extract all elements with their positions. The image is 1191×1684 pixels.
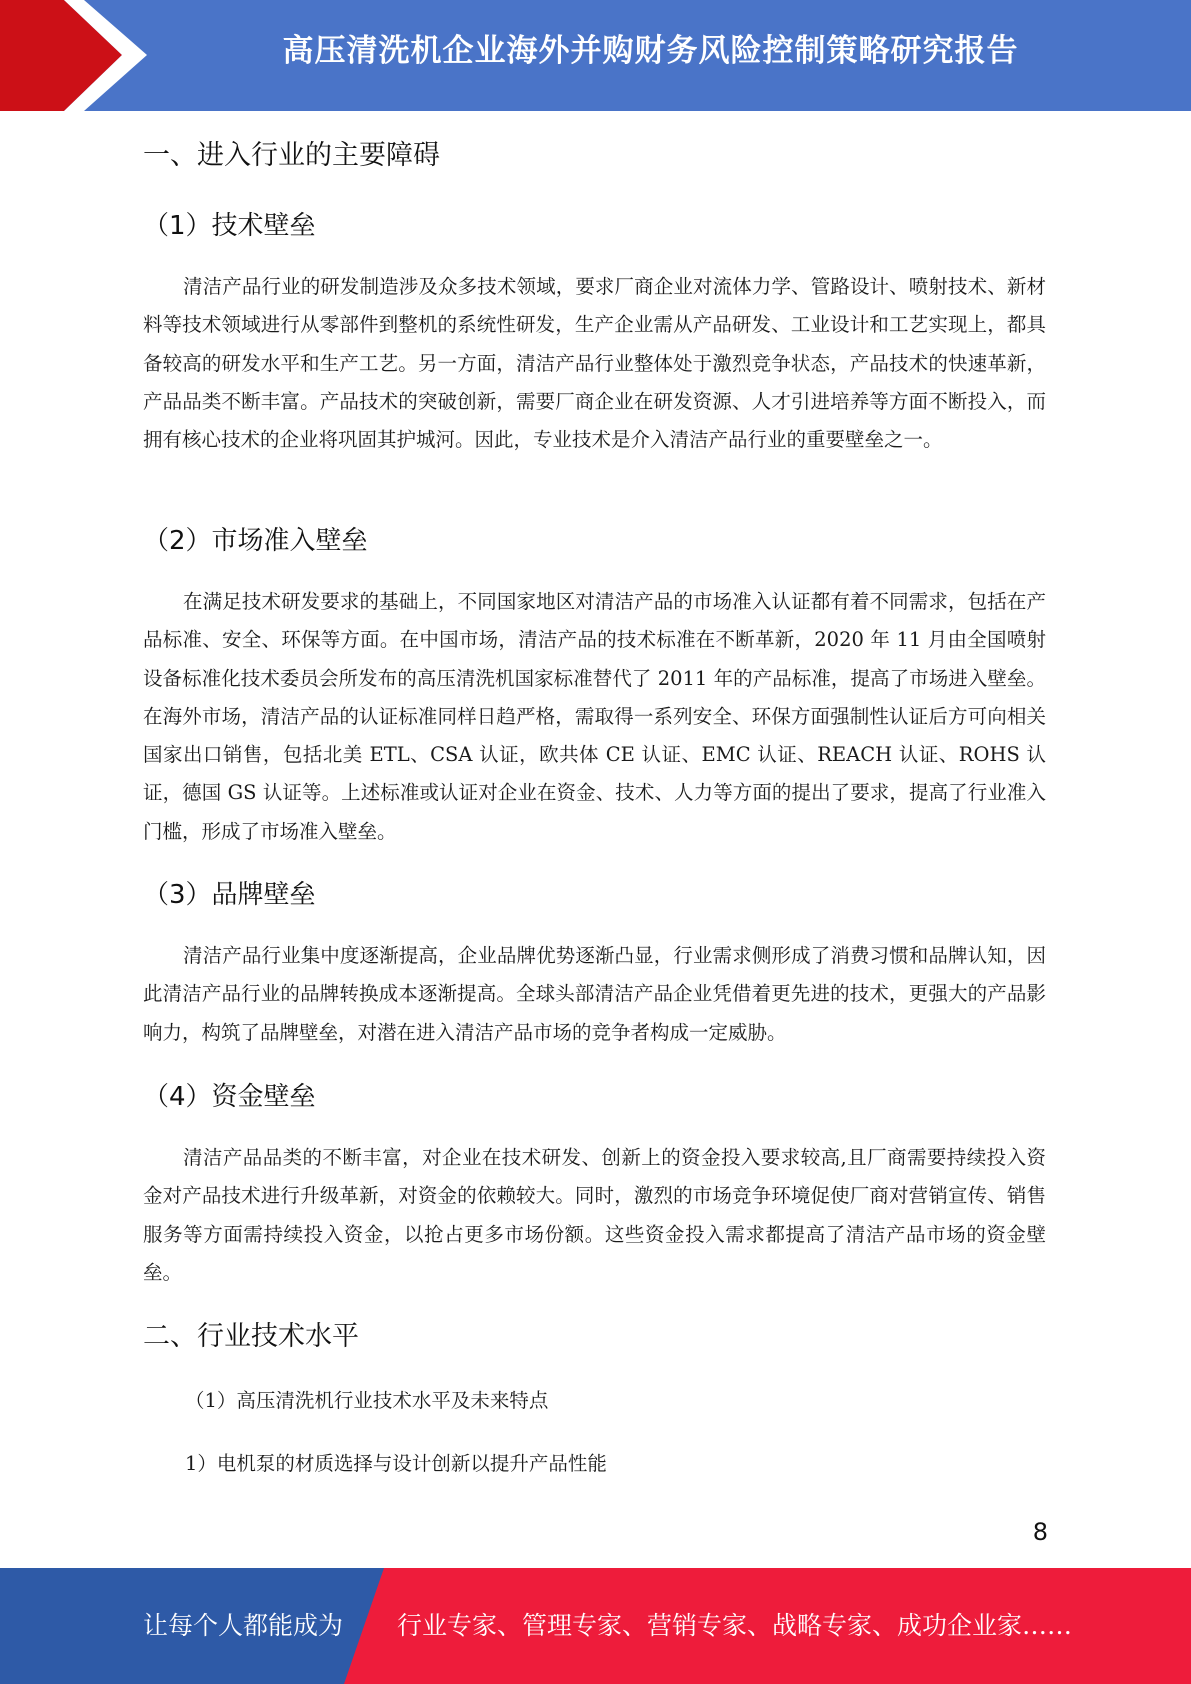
subsection-heading-brand: （3）品牌壁垒 [143, 880, 316, 910]
footer-slogan-right: 行业专家、管理专家、营销专家、战略专家、成功企业家…… [397, 1611, 1073, 1640]
sub-sub-item-motor-pump: 1）电机泵的材质选择与设计创新以提升产品性能 [185, 1452, 607, 1475]
footer-banner [0, 1568, 1191, 1684]
sub-item-high-pressure-tech: （1）高压清洗机行业技术水平及未来特点 [185, 1389, 549, 1412]
subsection-heading-tech: （1）技术壁垒 [143, 211, 316, 241]
subsection-heading-market: （2）市场准入壁垒 [143, 526, 368, 556]
section-heading-barriers: 一、进入行业的主要障碍 [143, 140, 440, 171]
report-title: 高压清洗机企业海外并购财务风险控制策略研究报告 [282, 33, 1019, 69]
footer-slogan-left: 让每个人都能成为 [143, 1611, 344, 1640]
subsection-heading-capital: （4）资金壁垒 [143, 1082, 316, 1112]
paragraph-capital-barrier: 清洁产品品类的不断丰富，对企业在技术研发、创新上的资金投入要求较高,且厂商需要持续投入资金对产品技术进行升级革新，对资金的依赖较大。同时，激烈的市场竞争环境促使厂商对营销宣传、销售服务等方面需持续投入资金，以抢占更多市场份额。这些资金投入需求都提高了清洁产品市场的资金壁垒。 [143, 1146, 1046, 1284]
section-heading-tech-level: 二、行业技术水平 [143, 1321, 359, 1352]
paragraph-brand-barrier: 清洁产品行业集中度逐渐提高，企业品牌优势逐渐凸显，行业需求侧形成了消费习惯和品牌认知，因此清洁产品行业的品牌转换成本逐渐提高。全球头部清洁产品企业凭借着更先进的技术，更强大的产品影响力，构筑了品牌壁垒，对潜在进入清洁产品市场的竞争者构成一定威胁。 [143, 944, 1046, 1044]
paragraph-tech-barrier: 清洁产品行业的研发制造涉及众多技术领域，要求厂商企业对流体力学、管路设计、喷射技术、新材料等技术领域进行从零部件到整机的系统性研发，生产企业需从产品研发、工业设计和工艺实现上，都具备较高的研发水平和生产工艺。另一方面，清洁产品行业整体处于激烈竞争状态，产品技术的快速革新，产品品类不断丰富。产品技术的突破创新，需要厂商企业在研发资源、人才引进培养等方面不断投入，而拥有核心技术的企业将巩固其护城河。因此，专业技术是介入清洁产品行业的重要壁垒之一。 [143, 275, 1046, 452]
header-banner [0, 0, 1191, 111]
page-number: 8 [1032, 1518, 1048, 1546]
paragraph-market-barrier: 在满足技术研发要求的基础上，不同国家地区对清洁产品的市场准入认证都有着不同需求，包括在产品标准、安全、环保等方面。在中国市场，清洁产品的技术标准在不断革新，2020 年 11 月由全国喷射设备标准化技术委员会所发布的高压清洗机国家标准替代了 2011 年的产品标准，提高了市场进入壁垒。在海外市场，清洁产品的认证标准同样日趋严格，需取得一系列安全、环保方面强制性认证后方可向相关国家出口销售，包括北美 ETL、CSA 认证，欧共体 CE 认证、EMC 认证、REACH 认证、ROHS 认证，德国 GS 认证等。上述标准或认证对企业在资金、技术、人力等方面的提出了要求，提高了行业准入门槛，形成了市场准入壁垒。 [143, 590, 1046, 843]
